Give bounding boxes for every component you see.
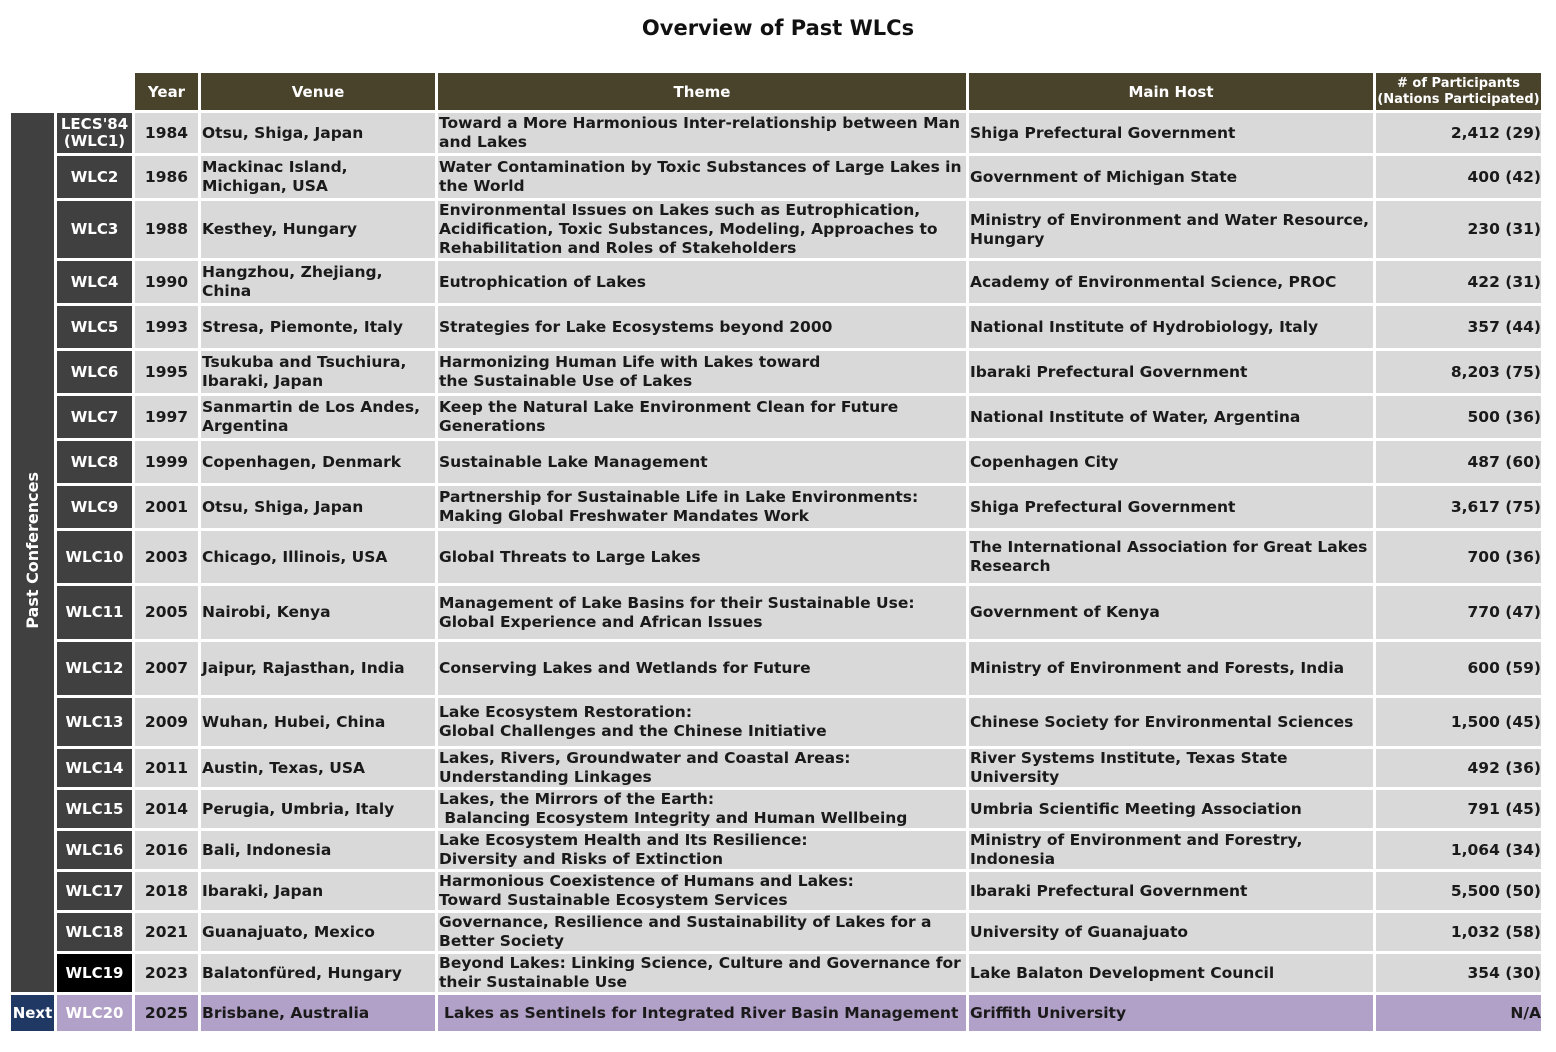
conference-name: WLC5 bbox=[57, 306, 132, 348]
conference-theme: Environmental Issues on Lakes such as Eutrophication, Acidification, Toxic Substances, Modeling, Approaches to Rehabilitation and Roles of Stakeholders bbox=[438, 201, 966, 258]
conference-theme: Governance, Resilience and Sustainability of Lakes for a Better Society bbox=[438, 913, 966, 951]
conference-year: 2009 bbox=[135, 698, 198, 746]
conference-name: WLC2 bbox=[57, 156, 132, 198]
conference-venue: Hangzhou, Zhejiang, China bbox=[201, 261, 435, 303]
conference-main-host: National Institute of Hydrobiology, Italy bbox=[969, 306, 1373, 348]
next-conference-row bbox=[11, 995, 1541, 1031]
conference-name: WLC7 bbox=[57, 396, 132, 438]
conference-theme: Eutrophication of Lakes bbox=[438, 261, 966, 303]
conference-venue: Tsukuba and Tsuchiura, Ibaraki, Japan bbox=[201, 351, 435, 393]
conference-venue: Otsu, Shiga, Japan bbox=[201, 486, 435, 528]
conference-year: 2011 bbox=[135, 749, 198, 787]
conference-participants: 2,412 (29) bbox=[1376, 113, 1541, 153]
conference-venue: Nairobi, Kenya bbox=[201, 586, 435, 639]
next-label: Next bbox=[11, 995, 54, 1031]
table-row bbox=[11, 201, 1541, 258]
conference-venue: Jaipur, Rajasthan, India bbox=[201, 642, 435, 695]
conference-year: 2025 bbox=[135, 995, 198, 1031]
conference-main-host: Griffith University bbox=[969, 995, 1373, 1031]
conference-main-host: Chinese Society for Environmental Sciences bbox=[969, 698, 1373, 746]
conference-main-host: Academy of Environmental Science, PROC bbox=[969, 261, 1373, 303]
conference-year: 1984 bbox=[135, 113, 198, 153]
conference-year: 1988 bbox=[135, 201, 198, 258]
conference-name: WLC11 bbox=[57, 586, 132, 639]
conference-name: WLC20 bbox=[57, 995, 132, 1031]
conference-year: 2023 bbox=[135, 954, 198, 992]
conference-year: 2005 bbox=[135, 586, 198, 639]
past-conferences-text: Past Conferences bbox=[23, 471, 42, 629]
conference-venue: Ibaraki, Japan bbox=[201, 872, 435, 910]
conference-theme: Management of Lake Basins for their Sustainable Use: Global Experience and African Issues bbox=[438, 586, 966, 639]
conference-year: 2018 bbox=[135, 872, 198, 910]
conference-participants: 354 (30) bbox=[1376, 954, 1541, 992]
conference-main-host: Ibaraki Prefectural Government bbox=[969, 351, 1373, 393]
table-row bbox=[11, 954, 1541, 992]
table-row bbox=[11, 396, 1541, 438]
conference-main-host: Lake Balaton Development Council bbox=[969, 954, 1373, 992]
conference-participants: N/A bbox=[1376, 995, 1541, 1031]
conference-year: 2003 bbox=[135, 531, 198, 583]
header-spacer bbox=[11, 73, 54, 110]
conference-participants: 500 (36) bbox=[1376, 396, 1541, 438]
page-title: Overview of Past WLCs bbox=[641, 16, 915, 40]
conference-name: WLC14 bbox=[57, 749, 132, 787]
conference-theme: Beyond Lakes: Linking Science, Culture and Governance for their Sustainable Use bbox=[438, 954, 966, 992]
conference-venue: Sanmartin de Los Andes, Argentina bbox=[201, 396, 435, 438]
conference-theme: Strategies for Lake Ecosystems beyond 2000 bbox=[438, 306, 966, 348]
conference-name: WLC15 bbox=[57, 790, 132, 828]
conference-main-host: Ministry of Environment and Water Resource, Hungary bbox=[969, 201, 1373, 258]
table-row bbox=[11, 872, 1541, 910]
table-row bbox=[11, 351, 1541, 393]
conference-theme: Harmonious Coexistence of Humans and Lakes: Toward Sustainable Ecosystem Services bbox=[438, 872, 966, 910]
table-row bbox=[11, 698, 1541, 746]
header-spacer bbox=[57, 73, 132, 110]
conference-theme: Lakes, Rivers, Groundwater and Coastal Areas: Understanding Linkages bbox=[438, 749, 966, 787]
header-row bbox=[11, 73, 1541, 110]
conference-venue: Wuhan, Hubei, China bbox=[201, 698, 435, 746]
conference-main-host: Copenhagen City bbox=[969, 441, 1373, 483]
past-conferences-label bbox=[11, 113, 54, 992]
conference-participants: 1,064 (34) bbox=[1376, 831, 1541, 869]
conference-main-host: University of Guanajuato bbox=[969, 913, 1373, 951]
table-body bbox=[11, 113, 1541, 1031]
conference-theme: Conserving Lakes and Wetlands for Future bbox=[438, 642, 966, 695]
conference-participants: 600 (59) bbox=[1376, 642, 1541, 695]
table-row bbox=[11, 113, 1541, 153]
conference-name: WLC16 bbox=[57, 831, 132, 869]
conference-participants: 1,500 (45) bbox=[1376, 698, 1541, 746]
conference-venue: Perugia, Umbria, Italy bbox=[201, 790, 435, 828]
conference-participants: 791 (45) bbox=[1376, 790, 1541, 828]
conference-theme: Sustainable Lake Management bbox=[438, 441, 966, 483]
conference-theme: Lakes, the Mirrors of the Earth: Balancing Ecosystem Integrity and Human Wellbeing bbox=[438, 790, 966, 828]
conference-venue: Mackinac Island, Michigan, USA bbox=[201, 156, 435, 198]
conference-name: WLC8 bbox=[57, 441, 132, 483]
conference-theme: Lake Ecosystem Health and Its Resilience: Diversity and Risks of Extinction bbox=[438, 831, 966, 869]
conference-participants: 492 (36) bbox=[1376, 749, 1541, 787]
conference-theme: Global Threats to Large Lakes bbox=[438, 531, 966, 583]
conference-theme: Harmonizing Human Life with Lakes toward the Sustainable Use of Lakes bbox=[438, 351, 966, 393]
conference-participants: 8,203 (75) bbox=[1376, 351, 1541, 393]
conference-name: WLC12 bbox=[57, 642, 132, 695]
conference-year: 1986 bbox=[135, 156, 198, 198]
participants-header-line2: (Nations Participated) bbox=[1377, 91, 1540, 107]
conference-main-host: Government of Kenya bbox=[969, 586, 1373, 639]
column-header-theme: Theme bbox=[438, 73, 966, 110]
table-row bbox=[11, 156, 1541, 198]
conference-venue: Copenhagen, Denmark bbox=[201, 441, 435, 483]
conference-venue: Guanajuato, Mexico bbox=[201, 913, 435, 951]
conference-theme: Lakes as Sentinels for Integrated River Basin Management bbox=[438, 995, 966, 1031]
past-wlc-table bbox=[8, 70, 1544, 1034]
conference-participants: 487 (60) bbox=[1376, 441, 1541, 483]
conference-main-host: Ibaraki Prefectural Government bbox=[969, 872, 1373, 910]
table-row bbox=[11, 586, 1541, 639]
conference-year: 1997 bbox=[135, 396, 198, 438]
conference-main-host: River Systems Institute, Texas State University bbox=[969, 749, 1373, 787]
conference-main-host: The International Association for Great Lakes Research bbox=[969, 531, 1373, 583]
conference-theme: Toward a More Harmonious Inter-relationship between Man and Lakes bbox=[438, 113, 966, 153]
conference-venue: Otsu, Shiga, Japan bbox=[201, 113, 435, 153]
column-header-venue: Venue bbox=[201, 73, 435, 110]
conference-main-host: Umbria Scientific Meeting Association bbox=[969, 790, 1373, 828]
conference-venue: Chicago, Illinois, USA bbox=[201, 531, 435, 583]
conference-main-host: Ministry of Environment and Forests, India bbox=[969, 642, 1373, 695]
conference-name: WLC3 bbox=[57, 201, 132, 258]
conference-name: WLC18 bbox=[57, 913, 132, 951]
conference-theme: Lake Ecosystem Restoration: Global Challenges and the Chinese Initiative bbox=[438, 698, 966, 746]
conference-name: LECS'84 (WLC1) bbox=[57, 113, 132, 153]
conference-main-host: Shiga Prefectural Government bbox=[969, 486, 1373, 528]
table-row bbox=[11, 531, 1541, 583]
table-row bbox=[11, 261, 1541, 303]
table-row bbox=[11, 831, 1541, 869]
conference-main-host: Shiga Prefectural Government bbox=[969, 113, 1373, 153]
table-row bbox=[11, 913, 1541, 951]
conference-main-host: National Institute of Water, Argentina bbox=[969, 396, 1373, 438]
conference-year: 2014 bbox=[135, 790, 198, 828]
conference-venue: Bali, Indonesia bbox=[201, 831, 435, 869]
column-header-year: Year bbox=[135, 73, 198, 110]
conference-theme: Keep the Natural Lake Environment Clean for Future Generations bbox=[438, 396, 966, 438]
conference-main-host: Government of Michigan State bbox=[969, 156, 1373, 198]
conference-year: 1995 bbox=[135, 351, 198, 393]
conference-year: 2001 bbox=[135, 486, 198, 528]
conference-participants: 422 (31) bbox=[1376, 261, 1541, 303]
conference-name: WLC9 bbox=[57, 486, 132, 528]
conference-theme: Water Contamination by Toxic Substances of Large Lakes in the World bbox=[438, 156, 966, 198]
conference-name: WLC4 bbox=[57, 261, 132, 303]
conference-year: 1999 bbox=[135, 441, 198, 483]
table-row bbox=[11, 642, 1541, 695]
conference-main-host: Ministry of Environment and Forestry, Indonesia bbox=[969, 831, 1373, 869]
conference-year: 2007 bbox=[135, 642, 198, 695]
participants-header-line1: # of Participants bbox=[1396, 75, 1520, 91]
conference-name: WLC13 bbox=[57, 698, 132, 746]
column-header-main-host: Main Host bbox=[969, 73, 1373, 110]
conference-venue: Balatonfüred, Hungary bbox=[201, 954, 435, 992]
conference-participants: 357 (44) bbox=[1376, 306, 1541, 348]
conference-venue: Kesthey, Hungary bbox=[201, 201, 435, 258]
conference-name: WLC19 bbox=[57, 954, 132, 992]
conference-theme: Partnership for Sustainable Life in Lake Environments: Making Global Freshwater Mandates Work bbox=[438, 486, 966, 528]
conference-year: 1990 bbox=[135, 261, 198, 303]
conference-venue: Austin, Texas, USA bbox=[201, 749, 435, 787]
table-row bbox=[11, 790, 1541, 828]
conference-year: 1993 bbox=[135, 306, 198, 348]
table-row bbox=[11, 306, 1541, 348]
conference-venue: Brisbane, Australia bbox=[201, 995, 435, 1031]
conference-year: 2016 bbox=[135, 831, 198, 869]
conference-name: WLC10 bbox=[57, 531, 132, 583]
table-row bbox=[11, 749, 1541, 787]
conference-participants: 400 (42) bbox=[1376, 156, 1541, 198]
conference-participants: 1,032 (58) bbox=[1376, 913, 1541, 951]
conference-year: 2021 bbox=[135, 913, 198, 951]
conference-name: WLC17 bbox=[57, 872, 132, 910]
conference-venue: Stresa, Piemonte, Italy bbox=[201, 306, 435, 348]
conference-participants: 770 (47) bbox=[1376, 586, 1541, 639]
table-row bbox=[11, 441, 1541, 483]
conference-participants: 230 (31) bbox=[1376, 201, 1541, 258]
column-header-participants bbox=[1376, 73, 1541, 110]
conference-name: WLC6 bbox=[57, 351, 132, 393]
table-row bbox=[11, 486, 1541, 528]
conference-participants: 700 (36) bbox=[1376, 531, 1541, 583]
conference-participants: 3,617 (75) bbox=[1376, 486, 1541, 528]
conference-participants: 5,500 (50) bbox=[1376, 872, 1541, 910]
